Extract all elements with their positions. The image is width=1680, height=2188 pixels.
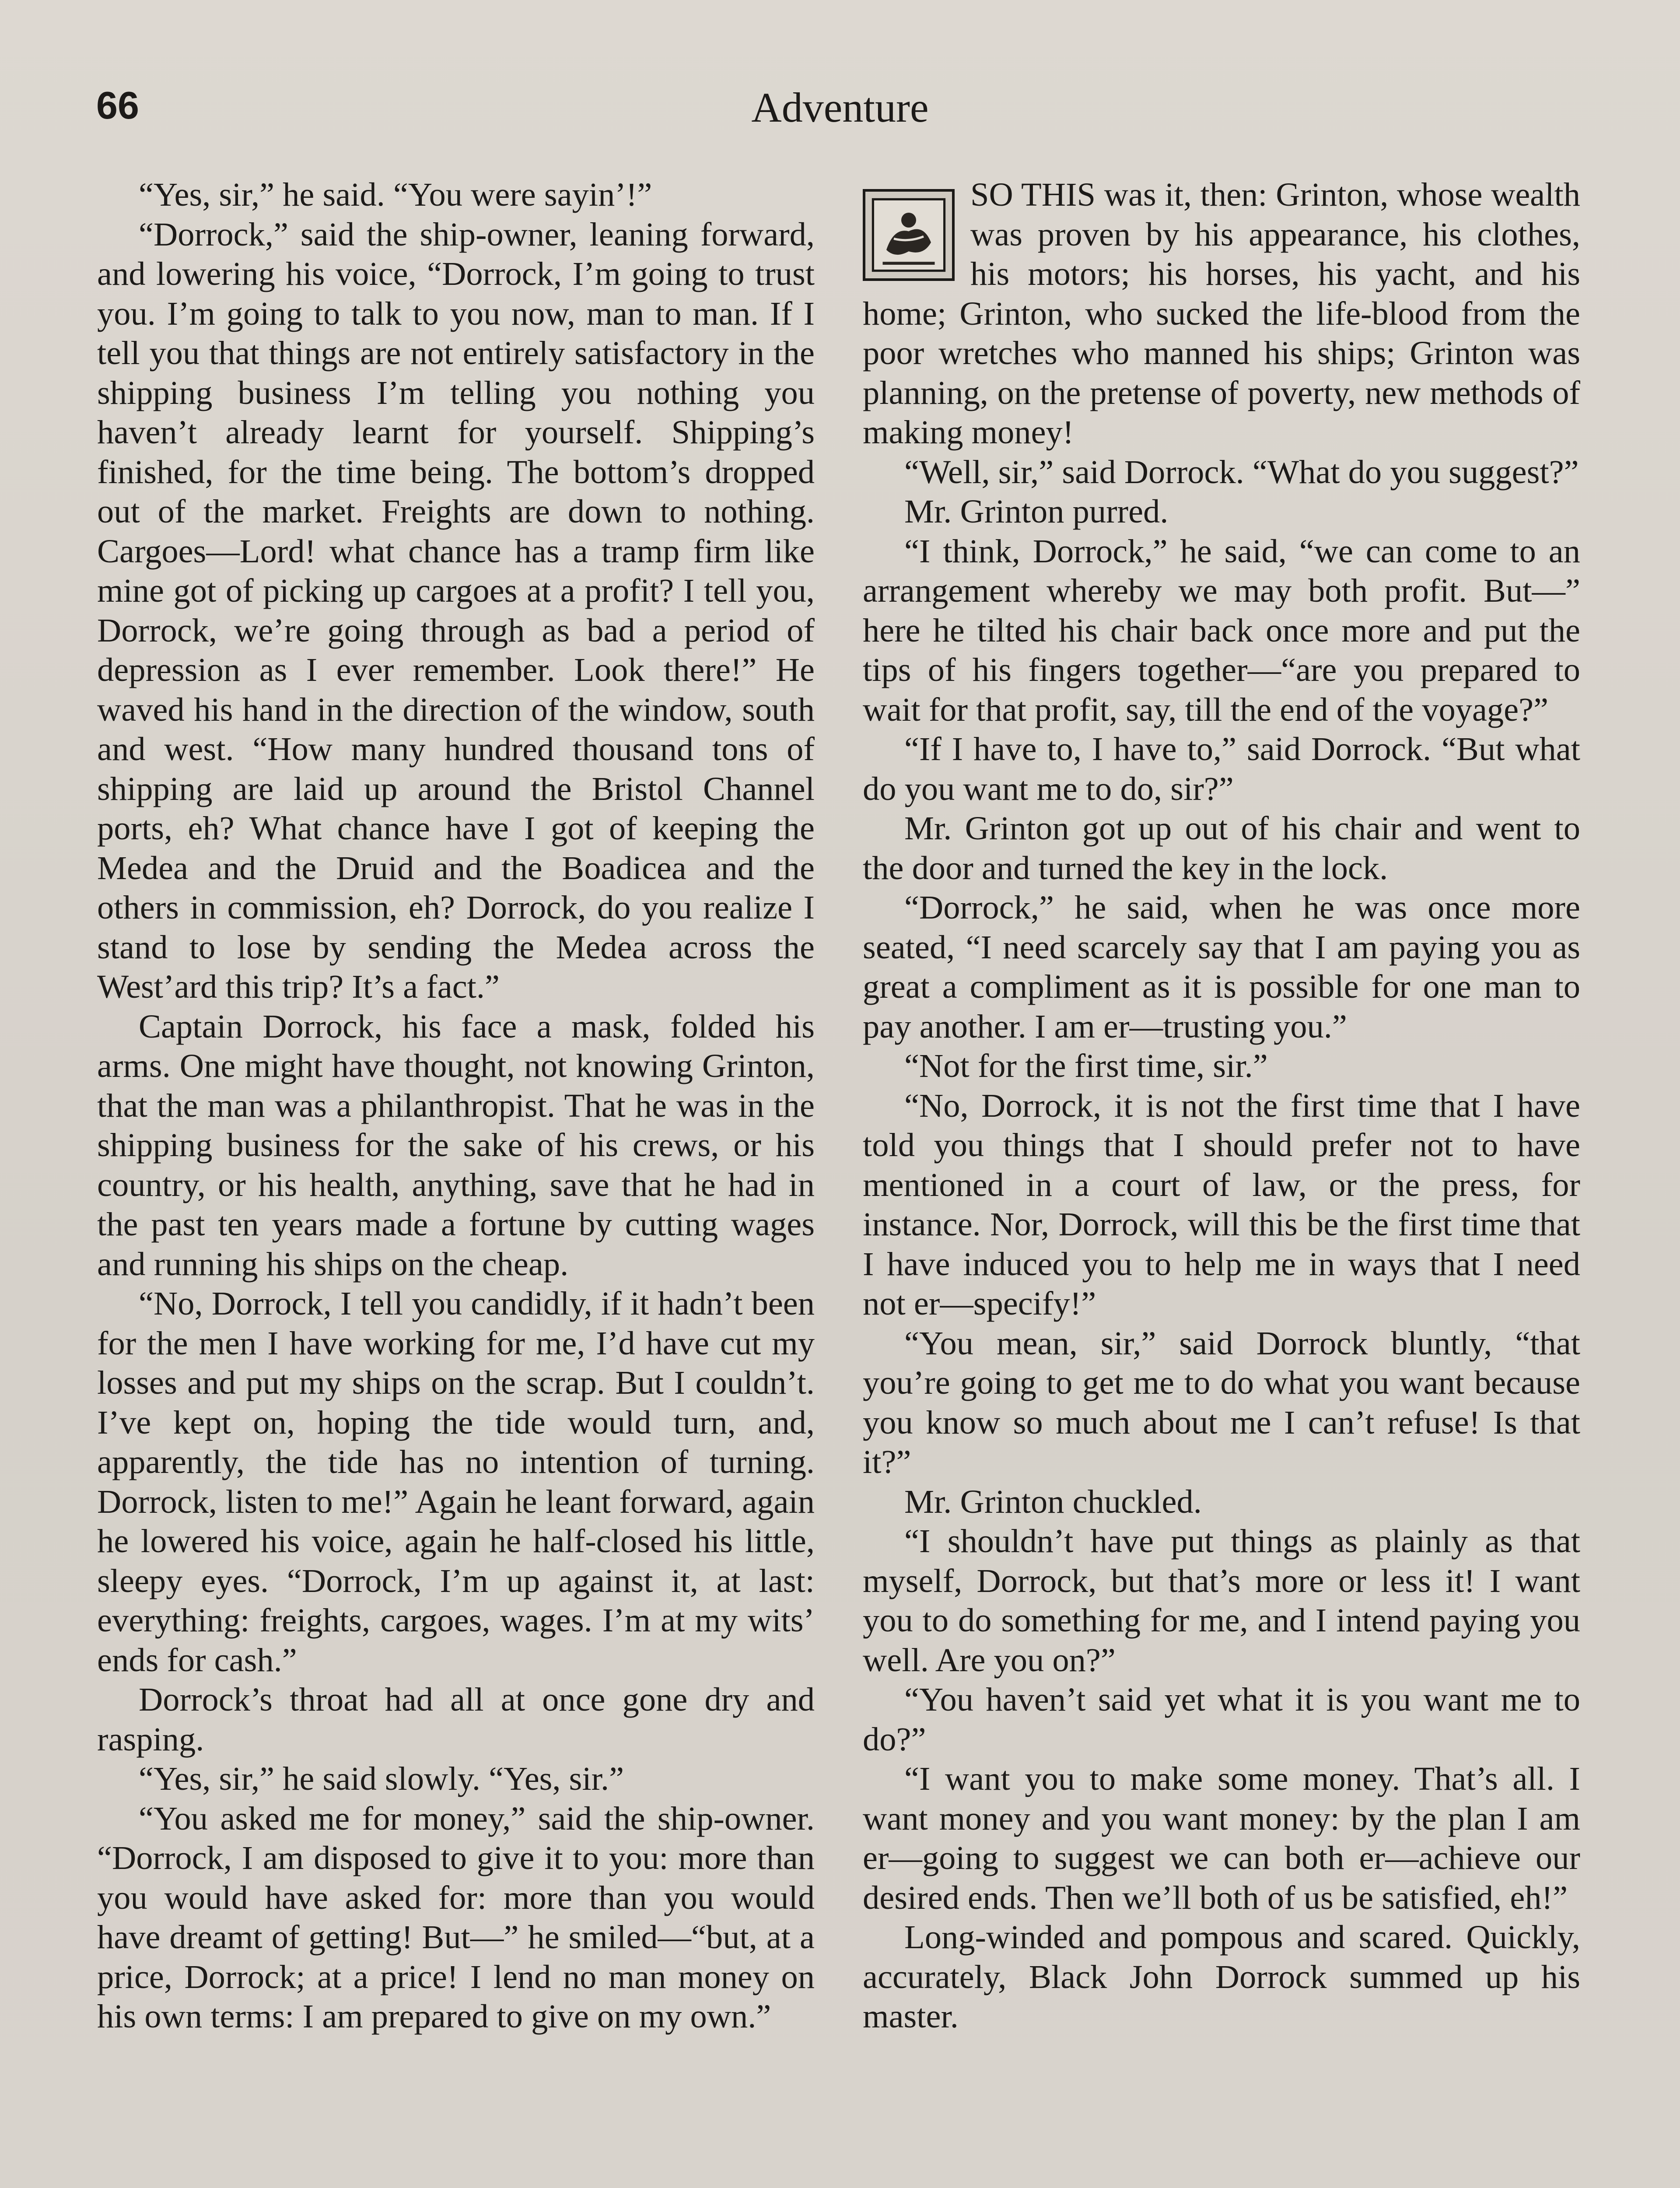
paragraph: Dorrock’s throat had all at once gone dry and rasping.: [97, 1681, 815, 1758]
paragraph: “I want you to make some money. That’s all. I want money and you want money: by the plan I am er—going to suggest we can both er—achieve our desired ends. Then we’ll both of us be satisfied, eh!”: [863, 1760, 1580, 1916]
paragraph: “I shouldn’t have put things as plainly as that myself, Dorrock, but that’s more or less it! I want you to do something for me, and I intend paying you well. Are you on?”: [863, 1522, 1580, 1679]
opening-paragraph: [863, 175, 1580, 452]
paragraph: “No, Dorrock, I tell you candidly, if it hadn’t been for the men I have working for me, I’d have cut my losses and put my ships on the scrap. But I couldn’t. I’ve kept on, hoping the tide would turn, and, apparently, the tide has no intention of turning. Dorrock, listen to me!” Again he leant forward, again he lowered his voice, again he half-closed his little, sleepy eyes. “Dorrock, I’m up against it, at last: everything: freights, cargoes, wages. I’m at my wits’ ends for cash.”: [97, 1285, 815, 1679]
paragraph: “If I have to, I have to,” said Dorrock. “But what do you want me to do, sir?”: [863, 730, 1580, 807]
paragraph: “No, Dorrock, it is not the first time that I have told you things that I should prefer not to have mentioned in a court of law, or the press, for instance. Nor, Dorrock, will this be the first time that I have induced you to help me in ways that I need not er—specify!”: [863, 1087, 1580, 1322]
right-column: [863, 175, 1580, 2037]
ornament-illustration-icon: [872, 198, 946, 272]
page-header: [96, 83, 1584, 144]
paragraph: “Dorrock,” said the ship-owner, leaning forward, and lowering his voice, “Dorrock, I’m going to trust you. I’m going to talk to you now, man to man. If I tell you that things are not entirely satisfactory in the shipping business I’m telling you nothing you haven’t already learnt for yourself. Shipping’s finished, for the time being. The bottom’s dropped out of the market. Freights are down to nothing. Cargoes—Lord! what chance has a tramp firm like mine got of picking up cargoes at a profit? I tell you, Dorrock, we’re going through as bad a period of depression as I ever remember. Look there!” He waved his hand in the direction of the window, south and west. “How many hundred thousand tons of shipping are laid up around the Bristol Channel ports, eh? What chance have I got of keeping the Medea and the Druid and the Boadicea and the others in commission, eh? Dorrock, do you realize I stand to lose by sending the Medea across the West’ard this trip? It’s a fact.”: [97, 215, 815, 1005]
paragraph: “You asked me for money,” said the ship-owner. “Dorrock, I am disposed to give it to you: more than you would have asked for: more than you would have dreamt of getting! But—” he smiled—“but, at a price, Dorrock; at a price! I lend no man money on his own terms: I am prepared to give on my own.”: [97, 1799, 815, 2035]
paragraph: “Dorrock,” he said, when he was once more seated, “I need scarcely say that I am paying you as great a compliment as it is possible for one man to pay another. I am er—trusting you.”: [863, 889, 1580, 1045]
paragraph: “Yes, sir,” he said. “You were sayin’!”: [139, 176, 652, 213]
paragraph: “You mean, sir,” said Dorrock bluntly, “that you’re going to get me to do what you want because you know so much about me I can’t refuse! Is that it?”: [863, 1324, 1580, 1480]
left-column: [97, 175, 815, 2037]
paragraph: Long-winded and pompous and scared. Quickly, accurately, Black John Dorrock summed up his master.: [863, 1918, 1580, 2035]
paragraph: “Well, sir,” said Dorrock. “What do you suggest?”: [904, 453, 1579, 491]
paragraph: “You haven’t said yet what it is you want me to do?”: [863, 1681, 1580, 1758]
paragraph: Mr. Grinton chuckled.: [904, 1483, 1202, 1520]
paragraph: Mr. Grinton got up out of his chair and went to the door and turned the key in the lock.: [863, 810, 1580, 887]
opening-text: SO THIS was it, then: Grinton, whose wealth was proven by his appearance, his clothes, his motors; his horses, his yacht, and his home; Grinton, who sucked the life-blood from the poor wretches who manned his ships; Grinton was planning, on the pretense of poverty, new methods of making money!: [863, 176, 1580, 451]
paragraph: “Not for the first time, sir.”: [904, 1047, 1268, 1084]
paragraph: “I think, Dorrock,” he said, “we can come to an arrangement whereby we may both profit. But—” here he tilted his chair back once more and put the tips of his fingers together—“are you prepared to wait for that profit, say, till the end of the voyage?”: [863, 532, 1580, 728]
drop-cap-ornament-icon: [863, 189, 955, 281]
page-number: 66: [96, 84, 139, 127]
paragraph: Captain Dorrock, his face a mask, folded his arms. One might have thought, not knowing Grinton, that the man was a philanthropist. That he was in the shipping business for the sake of his crews, or his country, or his health, anything, save that he had in the past ten years made a fortune by cutting wages and running his ships on the cheap.: [97, 1007, 815, 1283]
paragraph: Mr. Grinton purred.: [904, 493, 1169, 530]
paragraph: “Yes, sir,” he said slowly. “Yes, sir.”: [139, 1760, 624, 1797]
running-title: Adventure: [751, 84, 929, 131]
